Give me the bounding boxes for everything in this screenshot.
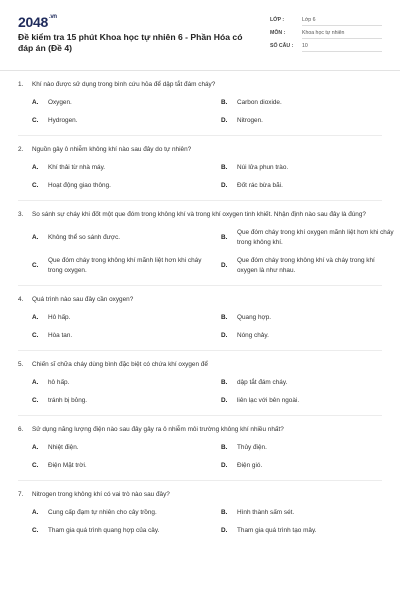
- site-logo[interactable]: [18, 14, 57, 30]
- question-divider: [18, 350, 382, 351]
- option-a[interactable]: [32, 98, 207, 108]
- question-text: Quá trình nào sau đây cần oxygen?: [32, 296, 134, 303]
- option-letter: C.: [32, 117, 39, 124]
- option-d[interactable]: [221, 331, 396, 341]
- option-d[interactable]: [221, 396, 396, 406]
- option-c[interactable]: [32, 256, 207, 276]
- question-5: [18, 360, 382, 406]
- question-text: Nitrogen trong không khí có vai trò nào sau đây?: [32, 491, 170, 498]
- option-b[interactable]: [221, 508, 396, 518]
- option-letter: D.: [221, 462, 228, 469]
- meta-value: Khoa học tự nhiên: [302, 27, 382, 39]
- header-divider: [0, 70, 400, 71]
- option-letter: D.: [221, 527, 228, 534]
- option-text: Điện Mặt trời.: [48, 462, 87, 469]
- meta-value: Lớp 6: [302, 14, 382, 26]
- question-divider: [18, 135, 382, 136]
- question-text: Sử dụng năng lượng điện nào sau đây gây ra ô nhiễm môi trường không khí nhiều nhất?: [32, 426, 284, 433]
- option-letter: B.: [221, 444, 228, 451]
- option-text: Hòa tan.: [48, 332, 73, 339]
- option-c[interactable]: [32, 181, 207, 191]
- option-b[interactable]: [221, 228, 396, 248]
- option-text: Que đóm cháy trong khí oxygen mãnh liệt hơn khi cháy trong không khí.: [237, 229, 394, 246]
- document-title: Đề kiểm tra 15 phút Khoa học tự nhiên 6 - Phần Hóa có đáp án (Đề 4): [18, 32, 243, 53]
- option-letter: B.: [221, 509, 228, 516]
- option-a[interactable]: [32, 228, 207, 248]
- question-text: Nguồn gây ô nhiễm không khí nào sau đây do tự nhiên?: [32, 146, 192, 153]
- option-text: Hình thành sấm sét.: [237, 509, 295, 516]
- option-text: Thủy điện.: [237, 444, 267, 451]
- meta-value: 10: [302, 40, 382, 52]
- meta-row-count: [270, 40, 382, 52]
- option-c[interactable]: [32, 461, 207, 471]
- option-letter: D.: [221, 397, 228, 404]
- option-d[interactable]: [221, 181, 396, 191]
- option-text: Hoạt động giao thông.: [48, 182, 111, 189]
- option-text: hô hấp.: [48, 379, 70, 386]
- question-6: [18, 425, 382, 471]
- option-letter: A.: [32, 164, 39, 171]
- question-divider: [18, 480, 382, 481]
- question-number: 2.: [18, 146, 24, 153]
- option-b[interactable]: [221, 313, 396, 323]
- option-letter: B.: [221, 379, 228, 386]
- question-number: 3.: [18, 211, 24, 218]
- option-c[interactable]: [32, 331, 207, 341]
- option-c[interactable]: [32, 396, 207, 406]
- question-text: Chiến sĩ chữa cháy dùng bình đặc biệt có chứa khí oxygen để: [32, 361, 208, 368]
- option-letter: C.: [32, 397, 39, 404]
- option-text: Khí thải từ nhà máy.: [48, 164, 106, 171]
- option-text: Nóng chảy.: [237, 332, 269, 339]
- option-letter: B.: [221, 314, 228, 321]
- question-divider: [18, 415, 382, 416]
- question-number: 6.: [18, 426, 24, 433]
- logo-suffix: .vn: [48, 14, 57, 20]
- option-text: Oxygen.: [48, 99, 72, 106]
- question-number: 1.: [18, 81, 24, 88]
- question-number: 5.: [18, 361, 24, 368]
- option-letter: A.: [32, 509, 39, 516]
- option-letter: A.: [32, 234, 39, 241]
- option-c[interactable]: [32, 526, 207, 536]
- option-text: dập tắt đám cháy.: [237, 379, 288, 386]
- option-a[interactable]: [32, 378, 207, 388]
- question-text: So sánh sự cháy khi đốt một que đóm trong không khí và trong khí oxygen tinh khiết. Nhận định nào sau đây là đúng?: [32, 211, 366, 218]
- meta-key: LỚP :: [270, 17, 285, 23]
- option-text: Que đóm cháy trong không khí mãnh liệt hơn khi cháy trong oxygen.: [48, 257, 202, 274]
- logo-name: 2048: [18, 14, 48, 30]
- question-divider: [18, 200, 382, 201]
- option-b[interactable]: [221, 163, 396, 173]
- option-d[interactable]: [221, 526, 396, 536]
- option-letter: A.: [32, 99, 39, 106]
- option-a[interactable]: [32, 163, 207, 173]
- option-text: tránh bị bỏng.: [48, 397, 88, 404]
- option-d[interactable]: [221, 256, 396, 276]
- question-number: 4.: [18, 296, 24, 303]
- question-7: [18, 490, 382, 536]
- option-text: Nhiệt điện.: [48, 444, 79, 451]
- document-header: [18, 14, 382, 64]
- question-3: [18, 210, 394, 276]
- option-a[interactable]: [32, 443, 207, 453]
- option-letter: D.: [221, 262, 228, 269]
- option-c[interactable]: [32, 116, 207, 126]
- option-text: Tham gia quá trình tạo mây.: [237, 527, 317, 534]
- option-b[interactable]: [221, 98, 396, 108]
- question-4: [18, 295, 382, 341]
- option-a[interactable]: [32, 313, 207, 323]
- option-letter: B.: [221, 234, 228, 241]
- question-1: [18, 80, 382, 126]
- question-2: [18, 145, 382, 191]
- option-b[interactable]: [221, 378, 396, 388]
- option-letter: C.: [32, 182, 39, 189]
- option-letter: C.: [32, 262, 39, 269]
- option-letter: A.: [32, 379, 39, 386]
- meta-panel: [270, 14, 382, 53]
- option-letter: A.: [32, 314, 39, 321]
- question-number: 7.: [18, 491, 24, 498]
- option-letter: A.: [32, 444, 39, 451]
- option-text: Không thể so sánh được.: [48, 234, 121, 241]
- option-letter: B.: [221, 164, 228, 171]
- option-letter: B.: [221, 99, 228, 106]
- option-letter: D.: [221, 332, 228, 339]
- option-text: Quang hợp.: [237, 314, 272, 321]
- option-letter: C.: [32, 527, 39, 534]
- option-text: Núi lửa phun trào.: [237, 164, 289, 171]
- meta-key: MÔN :: [270, 30, 286, 36]
- option-text: Hô hấp.: [48, 314, 71, 321]
- option-letter: D.: [221, 182, 228, 189]
- option-text: Tham gia quá trình quang hợp của cây.: [48, 527, 160, 534]
- option-b[interactable]: [221, 443, 396, 453]
- option-letter: C.: [32, 462, 39, 469]
- meta-row-subject: [270, 27, 382, 39]
- option-a[interactable]: [32, 508, 207, 518]
- meta-key: SỐ CÂU :: [270, 43, 294, 49]
- option-text: liên lạc với bên ngoài.: [237, 397, 300, 404]
- question-divider: [18, 285, 382, 286]
- option-text: Carbon dioxide.: [237, 99, 282, 106]
- option-text: Hydrogen.: [48, 117, 78, 124]
- option-d[interactable]: [221, 461, 396, 471]
- option-letter: C.: [32, 332, 39, 339]
- question-list: [18, 80, 394, 536]
- option-d[interactable]: [221, 116, 396, 126]
- option-text: Đốt rác bừa bãi.: [237, 182, 283, 189]
- meta-row-class: [270, 14, 382, 26]
- option-letter: D.: [221, 117, 228, 124]
- option-text: Điện gió.: [237, 462, 263, 469]
- option-text: Que đóm cháy trong không khí và cháy trong khí oxygen là như nhau.: [237, 257, 375, 274]
- option-text: Cung cấp đạm tự nhiên cho cây trồng.: [48, 509, 157, 516]
- question-text: Khí nào được sử dụng trong bình cứu hỏa để dập tắt đám cháy?: [32, 81, 216, 88]
- option-text: Nitrogen.: [237, 117, 263, 124]
